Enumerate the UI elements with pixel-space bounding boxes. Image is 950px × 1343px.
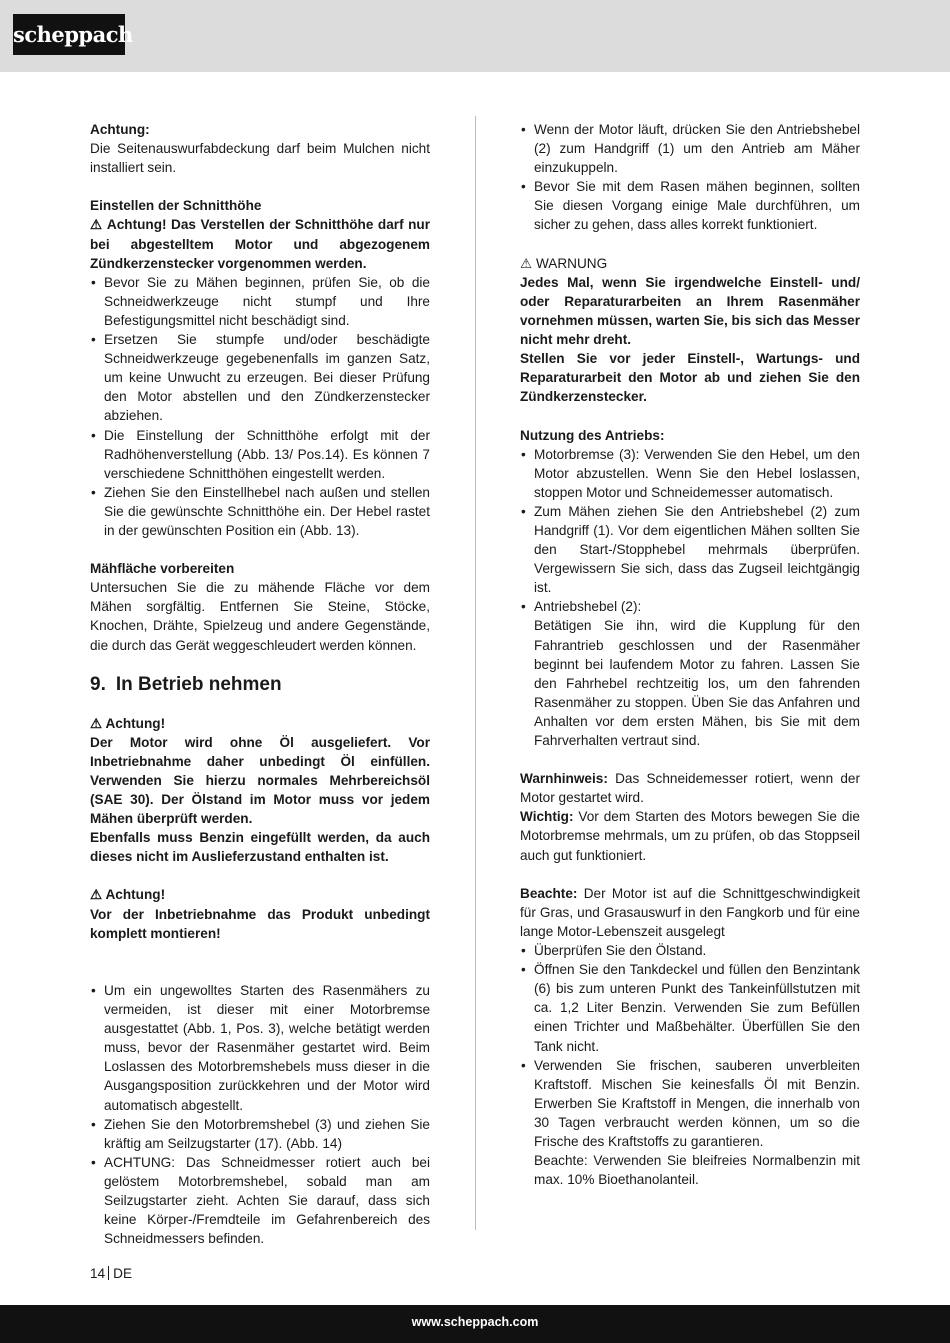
fuel-list (520, 941, 860, 1189)
list-item: • Öffnen Sie den Tankdeckel und füllen den Benzintank (6) bis zum unteren Punkt des Tankeinfüllstutzen mit ca. 1,2 Liter Benzin. Verwenden Sie zum Befüllen einen Trichter und Maßbehälter. Überfüllen Sie den Tank nicht. (520, 960, 860, 1055)
page-number: 14 DE (90, 1266, 133, 1281)
beachte: Beachte: Der Motor ist auf die Schnittgeschwindigkeit für Gras, und Grasauswurf in den Fangkorb und für eine lange Motor-Lebenszeit ausgelegt (520, 885, 860, 939)
warning-text-1b: Ebenfalls muss Benzin eingefüllt werden, da auch dieses nicht im Auslieferzustand enthalten ist. (90, 830, 430, 865)
achtung-label: Achtung: (90, 122, 150, 137)
list-item: • Motorbremse (3): Verwenden Sie den Hebel, um den Motor abzustellen. Wenn Sie den Hebel loslassen, stoppen Motor und Schneidemesser automatisch. (520, 445, 860, 502)
drive-list (520, 120, 860, 235)
wichtig: Wichtig: Vor dem Starten des Motors bewegen Sie die Motorbremse mehrmals, um zu prüfen, ob das Stoppseil auch gut funktioniert. (520, 809, 860, 863)
warnung-label: ⚠ WARNUNG (520, 255, 608, 271)
schnitthoehe-warning: ⚠ Achtung! Das Verstellen der Schnitthöhe darf nur bei abgestelltem Motor und abgezogenem Zündkerzenstecker vorgenommen werden. (90, 217, 430, 271)
page-separator (108, 1266, 109, 1280)
footer-url: www.scheppach.com (411, 1315, 539, 1329)
fuel-item3-note: Beachte: Verwenden Sie bleifreies Normalbenzin mit max. 10% Bioethanolanteil. (534, 1153, 860, 1188)
list-item: • Zum Mähen ziehen Sie den Antriebshebel (2) zum Handgriff (1). Vor dem eigentlichen Mähen sollten Sie den Start-/Stopphebel mehrmals überprüfen. Vergewissern Sie sich, dass das Zugseil leichtgängig ist. (520, 502, 860, 597)
warning-text-2: Vor der Inbetriebnahme das Produkt unbedingt komplett montieren! (90, 906, 430, 941)
list-item: • Bevor Sie zu Mähen beginnen, prüfen Sie, ob die Schneidwerkzeuge nicht stumpf und Ihre Befestigungsmittel nicht beschädigt sind. (90, 273, 430, 330)
column-divider (475, 116, 476, 1230)
section-title (90, 673, 430, 697)
list-item: • Ziehen Sie den Einstellhebel nach außen und stellen Sie die gewünschte Schnitthöhe ein. Der Hebel rastet in der gewünschten Position ein (Abb. 13). (90, 483, 430, 540)
list-item: • Wenn der Motor läuft, drücken Sie den Antriebshebel (2) zum Handgriff (1) um den Antrieb am Mäher einzukuppeln. (520, 120, 860, 177)
scheppach-logo: scheppach (13, 14, 125, 55)
warning-text-1: Der Motor wird ohne Öl ausgeliefert. Vor Inbetriebnahme daher unbedingt Öl einfüllen. Verwenden Sie hierzu normales Mehrbereichsöl (SAE 30). Der Ölstand im Motor muss vor jedem Mähen überprüft werden. (90, 734, 430, 827)
section-title-text: In Betrieb nehmen (115, 673, 282, 695)
maehflaeche-text: Untersuchen Sie die zu mähende Fläche vor dem Mähen sorgfältig. Entfernen Sie Steine, Stöcke, Knochen, Drähte, Spielzeug und andere Gegenstände, die durch das Gerät weggeschleudert werden können. (90, 580, 430, 653)
warning-label-1: ⚠ Achtung! (90, 715, 166, 731)
schnitthoehe-list (90, 273, 430, 540)
warnhinweis: Warnhinweis: Das Schneidemesser rotiert, wenn der Motor gestartet wird. (520, 771, 860, 806)
fuel-item3-text: • Verwenden Sie frischen, sauberen unverbleiten Kraftstoff. Mischen Sie keinesfalls Öl mit Benzin. Erwerben Sie Kraftstoff in Mengen, die innerhalb von 30 Tagen verbraucht werden können, um so die Frische des Kraftstoffs zu garantieren. (534, 1057, 860, 1149)
list-item: • Ersetzen Sie stumpfe und/oder beschädigte Schneidwerkzeuge gegebenenfalls im ganzen Satz, um keine Unwucht zu erzeugen. Bei dieser Prüfung den Motor abstellen und den Zündkerzenstecker abziehen. (90, 330, 430, 425)
list-item: • Ziehen Sie den Motorbremshebel (3) und ziehen Sie kräftig am Seilzugstarter (17). (Abb. 14) (90, 1115, 430, 1153)
warning-label-2: ⚠ Achtung! (90, 887, 166, 903)
header-bar (0, 0, 950, 72)
antrieb-item3-text: Betätigen Sie ihn, wird die Kupplung für den Fahrantrieb geschlossen und der Rasenmäher beginnt bei laufendem Motor zu fahren. Lassen Sie den Fahrhebel rechtzeitig los, um den fahrenden Rasenmäher zu stoppen. Üben Sie das Anfahren und Anhalten vor dem ersten Mähen, bis Sie mit dem Fahrverhalten vertraut sind. (534, 618, 860, 748)
schnitthoehe-heading: Einstellen der Schnitthöhe (90, 198, 262, 214)
left-column (90, 120, 430, 1248)
list-item: • Die Einstellung der Schnitthöhe erfolgt mit der Radhöhenverstellung (Abb. 13/ Pos.14). Es können 7 verschiedene Schnitthöhen eingestellt werden. (90, 426, 430, 483)
right-column (520, 120, 860, 1189)
antrieb-heading: Nutzung des Antriebs: (520, 427, 665, 443)
list-item (520, 597, 860, 750)
antrieb-list (520, 445, 860, 751)
list-item: • Bevor Sie mit dem Rasen mähen beginnen, sollten Sie diesen Vorgang einige Male durchführen, um sicher zu gehen, dass alles korrekt funktioniert. (520, 177, 860, 234)
list-item (520, 1056, 860, 1190)
list-item: • ACHTUNG: Das Schneidmesser rotiert auch bei gelöstem Motorbremshebel, sobald man am Seilzugstarter zieht. Achten Sie darauf, dass sich keine Körper-/Fremdteile im Gefahrenbereich des Schneidmessers befinden. (90, 1153, 430, 1248)
list-item: • Überprüfen Sie den Ölstand. (520, 941, 860, 960)
antrieb-item3-label: • Antriebshebel (2): (534, 599, 642, 615)
warnung-text-2: Stellen Sie vor jeder Einstell-, Wartungs- und Reparaturarbeit den Motor ab und ziehen Sie den Zündkerzenstecker. (520, 351, 860, 405)
list-item: • Um ein ungewolltes Starten des Rasenmähers zu vermeiden, ist dieser mit einer Motorbremse ausgestattet (Abb. 1, Pos. 3), welche betätigt werden muss, bevor der Rasenmäher gestartet wird. Beim Loslassen des Motorbremshebels muss dieser in die Ausgangsposition zurückkehren und der Motor wird automatisch abgestellt. (90, 981, 430, 1115)
maehflaeche-heading: Mähfläche vorbereiten (90, 561, 235, 577)
start-list (90, 981, 430, 1248)
warnung-text-1: Jedes Mal, wenn Sie irgendwelche Einstell- und/ oder Reparaturarbeiten an Ihrem Rasenmäher vornehmen müssen, warten Sie, bis sich das Messer nicht mehr dreht. (520, 274, 860, 348)
achtung-text: Die Seitenauswurfabdeckung darf beim Mulchen nicht installiert sein. (90, 141, 430, 176)
section-number: 9. (90, 673, 106, 695)
